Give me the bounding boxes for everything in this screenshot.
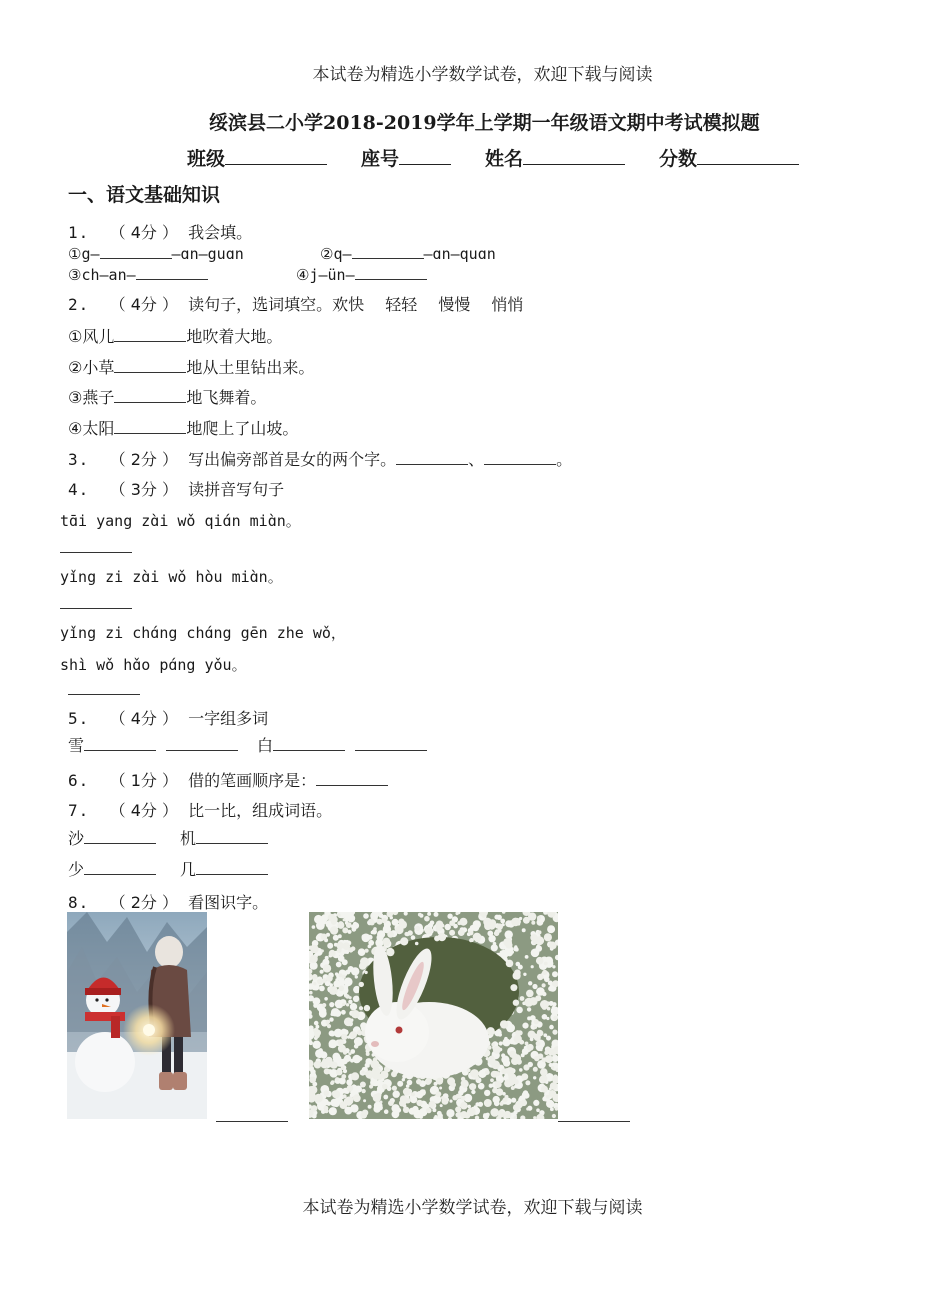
q4-answer-line-3[interactable] <box>68 694 140 695</box>
q8-answer-line-1[interactable] <box>216 1121 288 1122</box>
question-7: 7. （ 4分 ） 比一比，组成词语。 <box>68 801 333 820</box>
header-note: 本试卷为精选小学数学试卷，欢迎下载与阅读 <box>312 65 653 85</box>
q2-sentence-2: ②小草 地从土里钻出来。 <box>68 358 315 377</box>
q1-item-c: ③ch—an— <box>68 266 208 284</box>
q1-item-b: ②q— —ɑn—quɑn <box>320 245 496 263</box>
info-seat: 座号 <box>361 144 451 171</box>
q4-pinyin-1: tɑ̄i yang zɑ̀i wǒ qiɑ́n miɑ̀n。 <box>60 512 301 530</box>
rabbit-photo <box>309 912 558 1119</box>
question-6: 6. （ 1分 ） 借的笔画顺序是： <box>68 768 388 791</box>
question-5: 5. （ 4分 ） 一字组多词 <box>68 709 269 728</box>
q4-answer-line-2[interactable] <box>60 608 132 609</box>
q2-sentence-1: ①风儿 地吹着大地。 <box>68 327 283 346</box>
q1-item-d: ④j—ün— <box>296 266 427 284</box>
q2-sentence-4: ④太阳 地爬上了山坡。 <box>68 419 299 438</box>
q7-row-2b: 几 <box>180 857 268 880</box>
q4-pinyin-4: shì wǒ hɑ̌o pɑ́ng yǒu。 <box>60 656 247 674</box>
q7-row-1b: 机 <box>180 826 268 849</box>
q4-pinyin-3: yǐng zi chɑ́ng chɑ́ng gēn zhe wǒ， <box>60 624 346 642</box>
section-heading: 一、语文基础知识 <box>68 184 221 206</box>
q1-item-a: ①g— —ɑn—guɑn <box>68 245 244 263</box>
q2-sentence-3: ③燕子 地飞舞着。 <box>68 388 267 407</box>
question-2: 2. （ 4分 ） 读句子，选词填空。欢快 轻轻 慢慢 悄悄 <box>68 295 524 314</box>
q4-pinyin-2: yǐng zi zɑ̀i wǒ hòu miɑ̀n。 <box>60 568 283 586</box>
page-title: 绥滨县二小学2018-2019学年上学期一年级语文期中考试模拟题 <box>209 112 760 134</box>
question-3: 3. （ 2分 ） 写出偏旁部首是女的两个字。 、 。 <box>68 450 573 469</box>
q8-answer-line-2[interactable] <box>558 1121 630 1122</box>
q5-item-white: 白 <box>257 733 427 756</box>
info-score: 分数 <box>659 144 799 171</box>
info-class: 班级 <box>187 144 327 171</box>
q4-answer-line-1[interactable] <box>60 552 132 553</box>
q5-item-snow: 雪 <box>68 733 238 756</box>
q7-row-1a: 沙 <box>68 826 156 849</box>
snowman-photo <box>67 912 207 1119</box>
question-8: 8. （ 2分 ） 看图识字。 <box>68 893 269 912</box>
question-1: 1. （ 4分 ） 我会填。 <box>68 223 253 242</box>
info-name: 姓名 <box>485 144 625 171</box>
footer-note: 本试卷为精选小学数学试卷，欢迎下载与阅读 <box>302 1198 643 1218</box>
question-4: 4. （ 3分 ） 读拼音写句子 <box>68 480 285 499</box>
q7-row-2a: 少 <box>68 857 156 880</box>
